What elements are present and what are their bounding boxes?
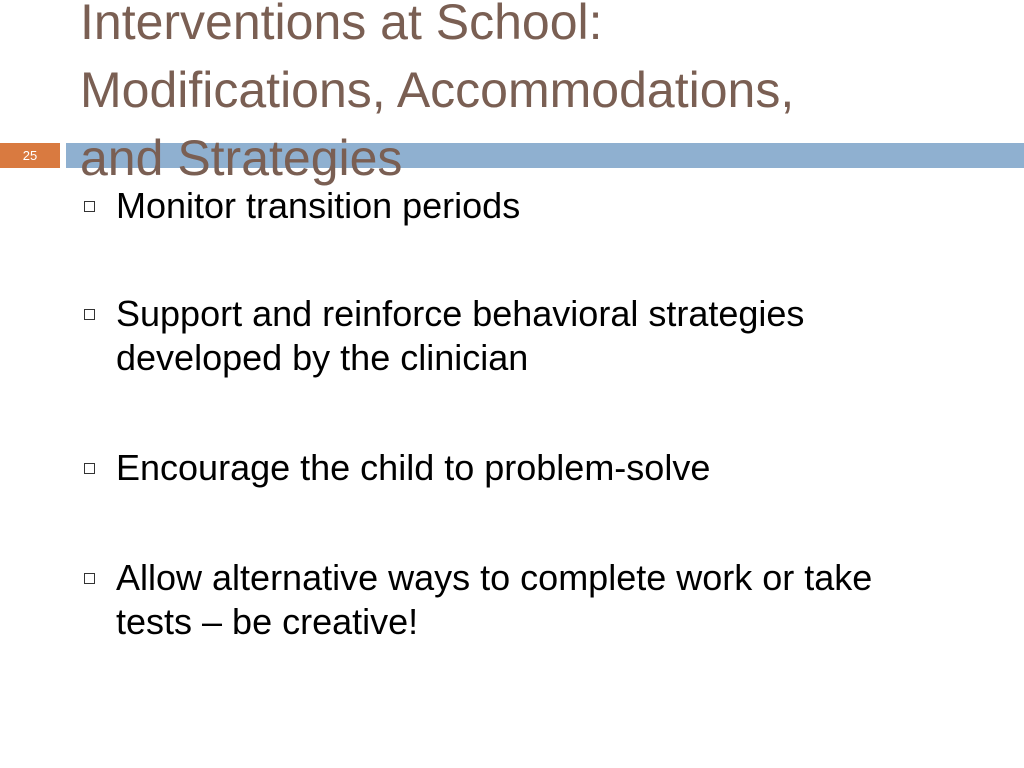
slide-title-line-1: Interventions at School: — [80, 0, 603, 50]
slide-title — [80, 0, 980, 192]
square-bullet-icon — [84, 309, 95, 320]
bullet-item — [84, 292, 944, 380]
slide-title-line-2: Modifications, Accommodations, — [80, 62, 795, 118]
square-bullet-icon — [84, 463, 95, 474]
bullet-item — [84, 446, 944, 490]
square-bullet-icon — [84, 573, 95, 584]
bullet-item — [84, 184, 944, 228]
bullet-text: Monitor transition periods — [116, 185, 521, 226]
slide-number: 25 — [0, 143, 60, 168]
bullet-text: Encourage the child to problem-solve — [116, 447, 711, 488]
slide-title-line-3: and Strategies — [80, 130, 403, 186]
square-bullet-icon — [84, 201, 95, 212]
bullet-list — [84, 184, 944, 708]
bullet-text: Allow alternative ways to complete work or take tests – be creative! — [116, 557, 873, 642]
bullet-text: Support and reinforce behavioral strategies developed by the clinician — [116, 293, 805, 378]
bullet-item — [84, 556, 944, 644]
